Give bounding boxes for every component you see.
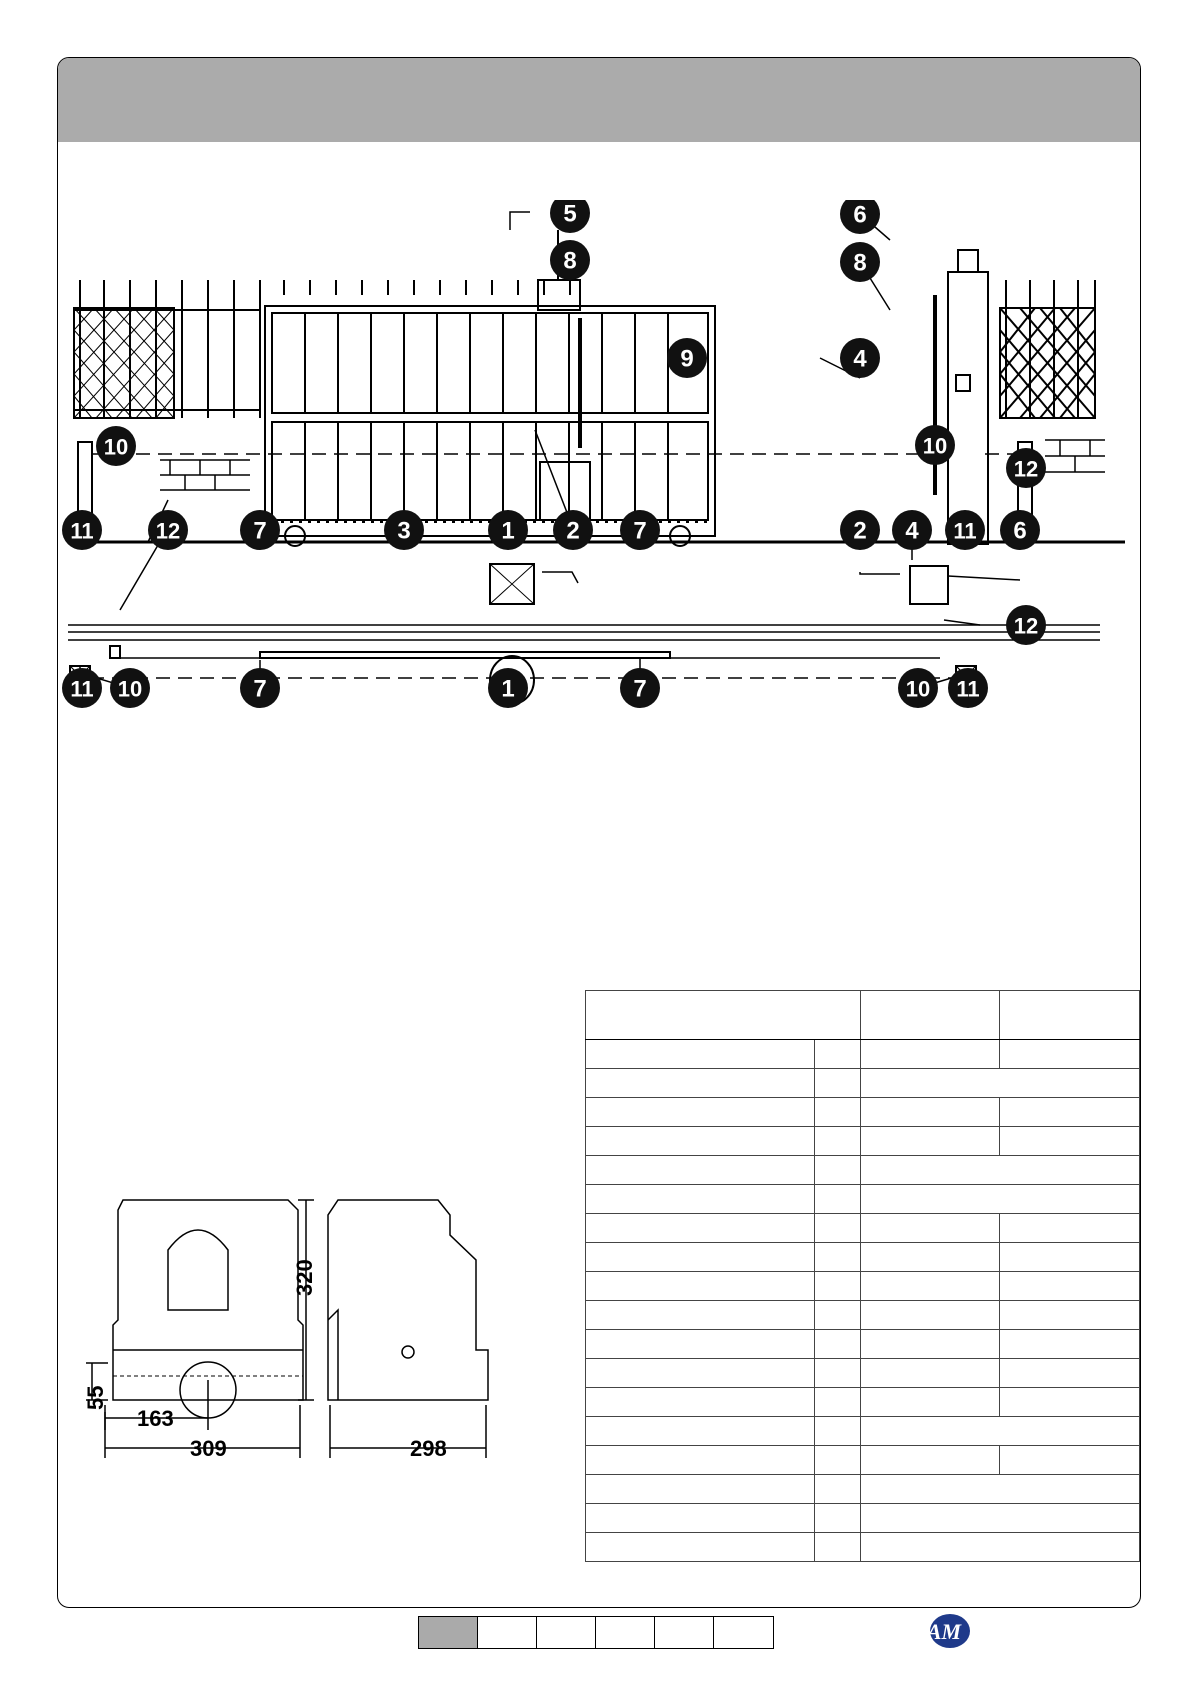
callout-7-left bbox=[240, 510, 280, 550]
table-row bbox=[586, 1098, 1140, 1127]
table-row bbox=[586, 1330, 1140, 1359]
callout-8-left bbox=[550, 240, 590, 280]
svg-text:6: 6 bbox=[853, 201, 867, 229]
svg-text:7: 7 bbox=[253, 517, 267, 545]
am-logo-icon bbox=[920, 1610, 972, 1652]
svg-text:11: 11 bbox=[70, 676, 94, 702]
callout-3 bbox=[384, 510, 424, 550]
svg-text:7: 7 bbox=[633, 675, 647, 703]
svg-text:12: 12 bbox=[1013, 456, 1039, 482]
specification-table bbox=[585, 990, 1140, 1562]
callout-7-plan-right bbox=[620, 668, 660, 708]
page-box-3[interactable] bbox=[537, 1617, 596, 1648]
table-row bbox=[586, 1069, 1140, 1098]
table-row bbox=[586, 1504, 1140, 1533]
callout-11-right bbox=[945, 510, 985, 550]
right-pillar bbox=[935, 250, 988, 544]
svg-text:10: 10 bbox=[103, 434, 129, 460]
svg-text:8: 8 bbox=[853, 249, 867, 277]
table-row bbox=[586, 1359, 1140, 1388]
table-row bbox=[586, 1533, 1140, 1562]
svg-text:12: 12 bbox=[155, 518, 181, 544]
logo-text: AM bbox=[926, 1619, 962, 1644]
svg-text:10: 10 bbox=[117, 676, 143, 702]
svg-text:1: 1 bbox=[501, 517, 515, 545]
table-row bbox=[586, 1185, 1140, 1214]
svg-text:11: 11 bbox=[953, 518, 977, 544]
plan-view bbox=[68, 564, 1100, 704]
page-box-1[interactable] bbox=[419, 1617, 478, 1648]
table-row bbox=[586, 1156, 1140, 1185]
dim-width-side-label: 298 bbox=[410, 1436, 447, 1461]
svg-text:10: 10 bbox=[905, 676, 931, 702]
callout-12-right bbox=[1006, 448, 1046, 488]
svg-text:2: 2 bbox=[566, 517, 580, 545]
page-box-4[interactable] bbox=[596, 1617, 655, 1648]
page-indicator bbox=[418, 1616, 774, 1649]
table-row bbox=[586, 1243, 1140, 1272]
svg-text:5: 5 bbox=[563, 200, 577, 228]
svg-text:7: 7 bbox=[253, 675, 267, 703]
callout-2-left bbox=[553, 510, 593, 550]
left-fence bbox=[74, 295, 260, 418]
dim-height-label: 320 bbox=[292, 1259, 317, 1296]
table-row bbox=[586, 1272, 1140, 1301]
callout-4-top bbox=[840, 338, 880, 378]
svg-text:1: 1 bbox=[501, 675, 515, 703]
callout-1 bbox=[488, 510, 528, 550]
svg-text:8: 8 bbox=[563, 247, 577, 275]
callout-10-left bbox=[96, 426, 136, 466]
svg-text:2: 2 bbox=[853, 517, 867, 545]
callout-7-right bbox=[620, 510, 660, 550]
installation-diagram bbox=[60, 200, 1135, 770]
table-row bbox=[586, 1475, 1140, 1504]
table-row bbox=[586, 1040, 1140, 1069]
svg-text:11: 11 bbox=[70, 518, 94, 544]
right-fence bbox=[1000, 280, 1095, 418]
dim-rack-height-label: 55 bbox=[83, 1385, 108, 1410]
table-row bbox=[586, 1446, 1140, 1475]
callout-9 bbox=[667, 338, 707, 378]
callout-5 bbox=[550, 200, 590, 233]
svg-text:4: 4 bbox=[853, 345, 867, 373]
sliding-gate bbox=[265, 306, 715, 546]
table-row bbox=[586, 1127, 1140, 1156]
callout-8-right bbox=[840, 242, 880, 282]
dim-axis-offset-label: 163 bbox=[137, 1406, 174, 1431]
page-box-2[interactable] bbox=[478, 1617, 537, 1648]
svg-text:12: 12 bbox=[1013, 613, 1039, 639]
table-row bbox=[586, 1301, 1140, 1330]
table-header-row bbox=[586, 991, 1140, 1040]
callout-11-plan-right bbox=[948, 668, 988, 708]
table-row bbox=[586, 1417, 1140, 1446]
callout-12-plan bbox=[1006, 605, 1046, 645]
callout-11-left bbox=[62, 510, 102, 550]
svg-text:9: 9 bbox=[680, 345, 694, 373]
callout-1-plan bbox=[488, 668, 528, 708]
fence-spikes bbox=[80, 280, 570, 295]
table-row bbox=[586, 1214, 1140, 1243]
callout-2-right bbox=[840, 510, 880, 550]
svg-text:7: 7 bbox=[633, 517, 647, 545]
callout-10-plan-left bbox=[110, 668, 150, 708]
callout-6-top bbox=[840, 200, 880, 234]
motor-dimension-drawing bbox=[78, 1190, 538, 1480]
table-row bbox=[586, 1388, 1140, 1417]
header-band bbox=[58, 58, 1140, 142]
callout-12-left bbox=[148, 510, 188, 550]
dim-width-front-label: 309 bbox=[190, 1436, 227, 1461]
page-box-6[interactable] bbox=[714, 1617, 773, 1648]
svg-text:6: 6 bbox=[1013, 517, 1027, 545]
callout-11-plan-left bbox=[62, 668, 102, 708]
svg-text:4: 4 bbox=[905, 517, 919, 545]
callout-7-plan-left bbox=[240, 668, 280, 708]
svg-text:11: 11 bbox=[956, 676, 980, 702]
callout-6-right bbox=[1000, 510, 1040, 550]
svg-text:3: 3 bbox=[397, 517, 411, 545]
callout-10-plan-right bbox=[898, 668, 938, 708]
page-box-5[interactable] bbox=[655, 1617, 714, 1648]
callout-4-right bbox=[892, 510, 932, 550]
svg-text:10: 10 bbox=[922, 433, 948, 459]
callout-10-right bbox=[915, 425, 955, 465]
